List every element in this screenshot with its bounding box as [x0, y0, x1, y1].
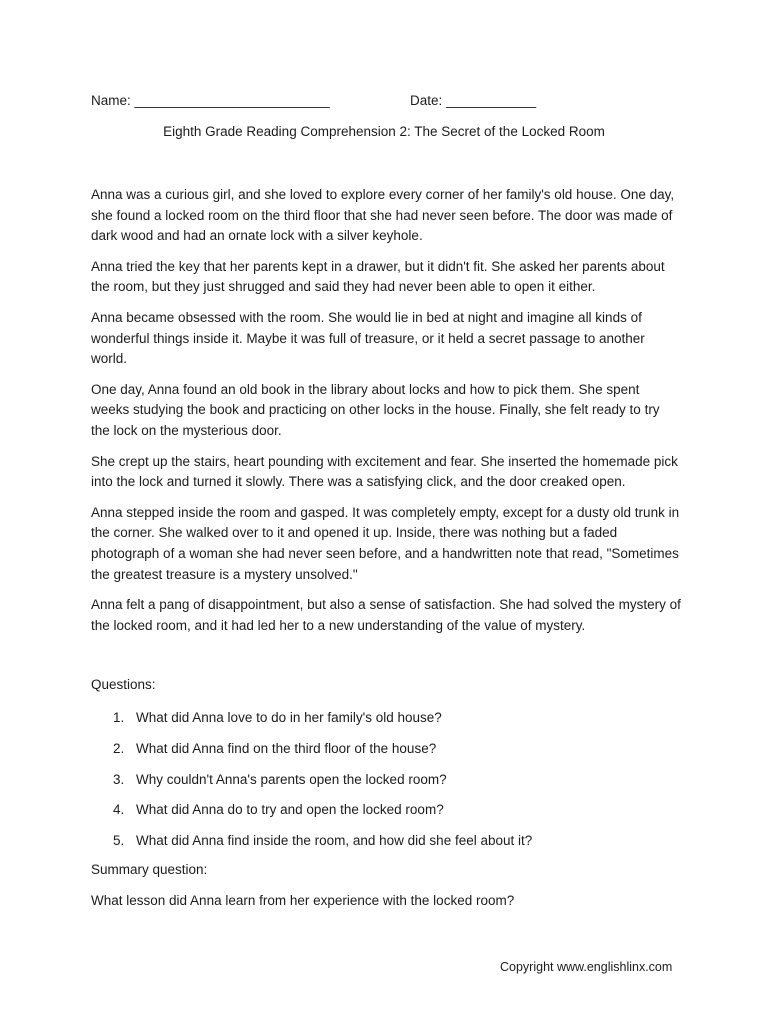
question-item [91, 770, 681, 801]
date-line: Date: ____________ [410, 93, 537, 108]
question-number: 1. [113, 710, 125, 725]
question-number: 2. [113, 740, 125, 756]
copyright-notice: Copyright www.englishlinx.com [500, 960, 673, 974]
question-text: Why couldn't Anna's parents open the locked room? [136, 771, 447, 787]
story-paragraph: Anna stepped inside the room and gasped. It was completely empty, except for a dusty old trunk in the corner. She walked over to it and opened it up. Inside, there was nothing but a faded photograph of a woman she had never seen before, and a handwritten note that read, "Sometimes the greatest treasure is a mystery unsolved." [91, 504, 680, 582]
story-paragraph: One day, Anna found an old book in the library about locks and how to pick them. She spent weeks studying the book and practicing on other locks in the house. Finally, she felt ready to try the lock on the mysterious door. [91, 381, 660, 438]
story-paragraph: Anna felt a pang of disappointment, but also a sense of satisfaction. She had solved the mystery of the locked room, and it had led her to a new understanding of the value of mystery. [91, 597, 681, 633]
question-number: 4. [113, 802, 125, 818]
story-paragraph: She crept up the stairs, heart pounding with excitement and fear. She inserted the homemade pick into the lock and turned it slowly. There was a satisfying click, and the door creaked open. [91, 453, 678, 490]
question-list [91, 708, 681, 862]
worksheet-header [91, 93, 681, 113]
story-paragraph: Anna tried the key that her parents kept in a drawer, but it didn't fit. She asked her parents about the room, but they just shrugged and said they had never been able to open it either. [91, 258, 665, 295]
worksheet-title: Eighth Grade Reading Comprehension 2: The Secret of the Locked Room [163, 124, 605, 139]
story-paragraph: Anna was a curious girl, and she loved to explore every corner of her family's old house. One day, she found a locked room on the third floor that she had never seen before. The door was made of dark wood and had an ornate lock with a silver keyhole. [91, 187, 675, 244]
story-text [91, 185, 681, 646]
story-paragraph: Anna became obsessed with the room. She would lie in bed at night and imagine all kinds of wonderful things inside it. Maybe it was full of treasure, or it held a secret passage to another world. [91, 309, 645, 367]
summary-heading: Summary question: [91, 862, 208, 877]
question-text: What did Anna love to do in her family's old house? [136, 710, 442, 725]
question-item [91, 831, 681, 862]
question-number: 3. [113, 771, 125, 787]
summary-question: What lesson did Anna learn from her experience with the locked room? [91, 893, 515, 908]
question-text: What did Anna find inside the room, and how did she feel about it? [136, 833, 533, 849]
question-text: What did Anna find on the third floor of the house? [136, 740, 437, 756]
question-item [91, 800, 681, 831]
question-item [91, 708, 681, 739]
questions-heading: Questions: [91, 677, 156, 692]
question-text: What did Anna do to try and open the locked room? [136, 802, 444, 818]
question-number: 5. [113, 833, 125, 849]
name-line: Name: __________________________ [91, 93, 330, 108]
question-item [91, 739, 681, 770]
